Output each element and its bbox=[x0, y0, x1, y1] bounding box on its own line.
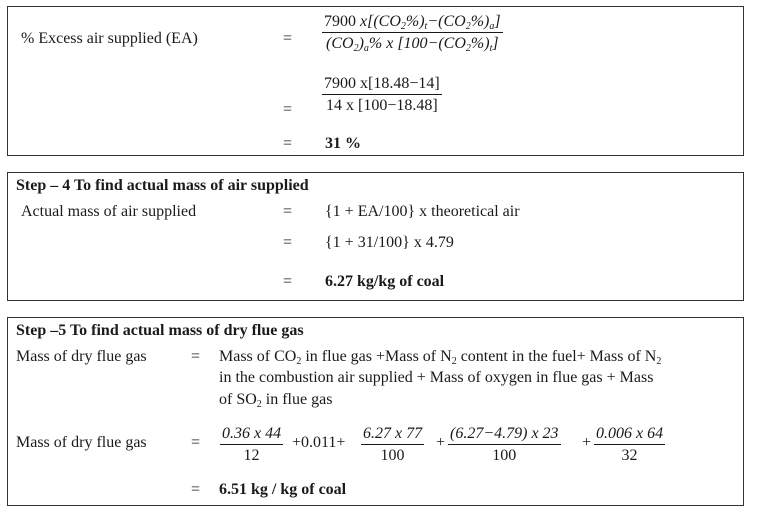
step4-heading: Step – 4 To find actual mass of air supplied bbox=[16, 177, 309, 194]
equals-sign: = bbox=[283, 101, 293, 118]
excess-air-formula bbox=[322, 12, 503, 55]
dry-flue-gas-label: Mass of dry flue gas bbox=[16, 348, 147, 365]
equals-sign: = bbox=[191, 348, 201, 365]
fraction-denominator: 100 bbox=[380, 447, 405, 464]
dry-flue-gas-description-line3: of $SO_2$ in flue gas bbox=[219, 391, 333, 410]
equals-sign: = bbox=[191, 434, 201, 451]
actual-air-result: 6.27 kg/kg of coal bbox=[325, 273, 445, 290]
fraction-co2 bbox=[220, 424, 283, 467]
fraction-numerator: 0.36 x 44 bbox=[220, 424, 283, 445]
excess-air-substitution bbox=[322, 74, 442, 117]
fraction-denominator: 100 bbox=[492, 447, 517, 464]
dry-flue-gas-description-line2: in the combustion air supplied + Mass of oxygen in flue gas + Mass bbox=[219, 369, 654, 386]
excess-air-result: 31 % bbox=[325, 135, 361, 152]
equals-sign: = bbox=[283, 203, 293, 220]
formula-denominator: $(CO_2)_a\%$ x $[100-(CO_2\%)_t]$ bbox=[326, 35, 499, 54]
equals-sign: = bbox=[283, 30, 293, 47]
fraction-n2-fuel bbox=[361, 424, 424, 467]
fraction-n2-air bbox=[448, 424, 561, 467]
plus-sign: + bbox=[582, 434, 592, 451]
fraction-numerator: 0.006 x 64 bbox=[594, 424, 665, 445]
actual-air-formula: {1 + EA/100} x theoretical air bbox=[325, 203, 520, 220]
equals-sign: = bbox=[283, 234, 293, 251]
substitution-numerator: 7900 x[18.48−14] bbox=[322, 74, 442, 95]
step5-heading: Step –5 To find actual mass of dry flue gas bbox=[16, 322, 304, 339]
fraction-denominator: 32 bbox=[621, 447, 638, 464]
fraction-numerator: 6.27 x 77 bbox=[361, 424, 424, 445]
equals-sign: = bbox=[283, 273, 293, 290]
excess-air-label: % Excess air supplied (EA) bbox=[21, 30, 198, 47]
fraction-denominator: 12 bbox=[243, 447, 260, 464]
plus-sign: + bbox=[436, 434, 446, 451]
equals-sign: = bbox=[283, 135, 293, 152]
dry-flue-gas-description-line1: Mass of $CO_2$ in flue gas +Mass of $N_2$ content in the fuel+ Mass of $N_2$ bbox=[219, 348, 662, 367]
substitution-denominator: 14 x [100−18.48] bbox=[326, 97, 438, 114]
dry-flue-gas-label-2: Mass of dry flue gas bbox=[16, 434, 147, 451]
dry-flue-gas-result: 6.51 kg / kg of coal bbox=[219, 481, 347, 498]
fraction-numerator: (6.27−4.79) x 23 bbox=[448, 424, 561, 445]
dry-flue-gas-box bbox=[7, 317, 744, 506]
equals-sign: = bbox=[191, 481, 201, 498]
actual-air-substitution: {1 + 31/100} x 4.79 bbox=[325, 234, 454, 251]
actual-air-label: Actual mass of air supplied bbox=[21, 203, 197, 220]
formula-numerator: 7900 $x[(CO_2\%)_t-(CO_2\%)_a]$ bbox=[324, 13, 501, 32]
plus-term: +0.011+ bbox=[292, 434, 346, 451]
fraction-so2 bbox=[594, 424, 665, 467]
